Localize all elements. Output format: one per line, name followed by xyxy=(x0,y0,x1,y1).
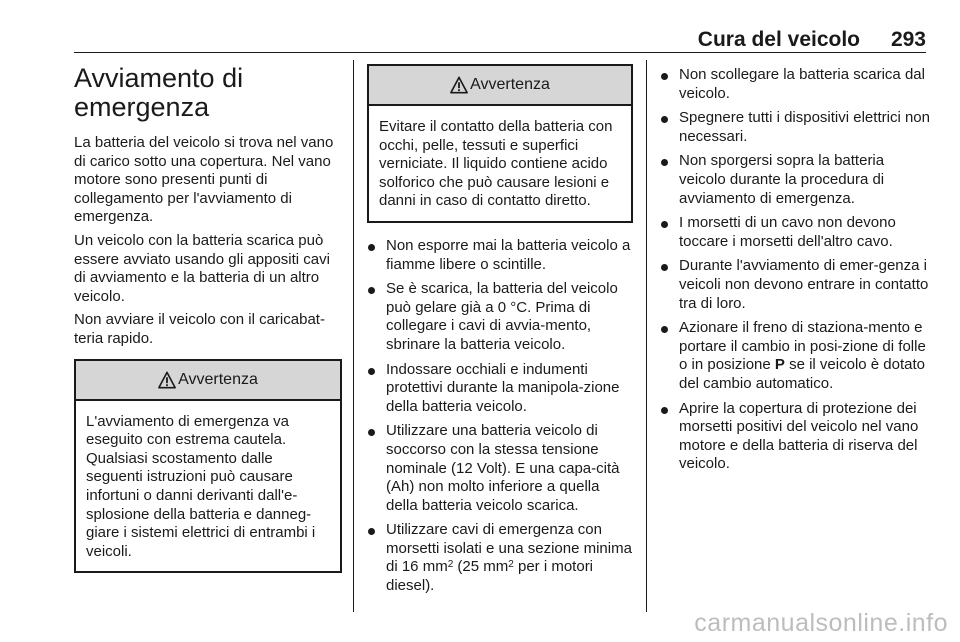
list-item-text: Non scollegare la batteria scarica dal veicolo. xyxy=(679,66,925,102)
bullet-icon xyxy=(661,407,668,414)
warning-heading-label: Avvertenza xyxy=(470,76,550,93)
bullet-icon xyxy=(661,221,668,228)
list-item xyxy=(367,280,633,354)
page-number: 293 xyxy=(890,28,926,51)
column-2 xyxy=(367,64,633,602)
list-item xyxy=(660,319,930,393)
section-title xyxy=(74,64,342,122)
list-item-text: Non sporgersi sopra la batteria veicolo durante la procedura di avviamento di emergenza. xyxy=(679,152,885,207)
list-item-text: I morsetti di un cavo non devono toccare i morsetti dell'altro cavo. xyxy=(679,214,896,250)
list-item-text: Non esporre mai la batteria veicolo a fiamme libere o scintille. xyxy=(386,236,631,273)
header-rule xyxy=(74,52,926,53)
list-item xyxy=(660,152,930,208)
column-divider-1 xyxy=(353,60,354,612)
bullet-icon xyxy=(368,429,375,436)
list-item-text: Aprire la copertura di protezione dei morsetti positivi del veicolo nel vano motore e della batteria di riserva del veicolo. xyxy=(679,399,919,473)
section-title-line1: Avviamento di xyxy=(74,63,244,93)
list-item xyxy=(367,237,633,274)
bullet-icon xyxy=(661,159,668,166)
cable-text-part2: (25 mm xyxy=(453,558,509,576)
warning-box-jump-start xyxy=(74,359,342,574)
section-title-line2: emergenza xyxy=(74,92,210,122)
list-item-text: Se è scarica, la batteria del veicolo può gelare già a 0 °C. Prima di collegare i cavi di avvia-mento, sbrinare la batteria veicolo. xyxy=(386,280,618,353)
list-item xyxy=(660,66,930,103)
procedure-list xyxy=(660,66,930,474)
list-item-text: Utilizzare una batteria veicolo di soccorso con la stessa tensione nominale (12 Volt). E una capa-cità (Ah) non molto inferiore a quella della batteria veicolo scarica. xyxy=(386,422,620,514)
column-1 xyxy=(74,64,342,573)
bullet-icon xyxy=(368,368,375,375)
list-item xyxy=(660,400,930,474)
warning-triangle-icon xyxy=(450,76,468,94)
gear-position-label: P xyxy=(774,356,785,374)
warning-heading xyxy=(76,361,340,401)
warning-heading-label: Avvertenza xyxy=(178,370,258,388)
list-item xyxy=(660,109,930,146)
watermark: carmanualsonline.info xyxy=(694,609,948,637)
list-item-text xyxy=(679,319,926,392)
paragraph-jump-start: Un veicolo con la batteria scarica può essere avviato usando gli appositi cavi di avviamento e la batteria di un altro veicolo. xyxy=(74,231,330,305)
list-item xyxy=(367,361,633,417)
list-item-text: Spegnere tutti i dispositivi elettrici non necessari. xyxy=(679,109,930,145)
running-header-title: Cura del veicolo xyxy=(697,28,860,51)
list-item xyxy=(367,521,633,595)
precautions-list xyxy=(367,237,633,596)
superscript: 2 xyxy=(508,559,514,571)
cable-text-part3: per i motori diesel). xyxy=(386,558,594,595)
cable-text-part1: Utilizzare cavi di emergenza con morsetti isolati e una sezione minima di 16 mm xyxy=(386,521,632,576)
list-item-text xyxy=(386,521,632,594)
brake-text-part2: se il veicolo è dotato del cambio automatico. xyxy=(679,356,926,392)
warning-text: L'avviamento di emergenza va eseguito con estrema cautela. Qualsiasi scostamento dalle seguenti istruzioni può causare infortuni o danni derivanti dall'e-splosione della batteria e danneg-giare i sistemi elettrici di entrambi i veicoli. xyxy=(86,412,316,560)
list-item-text: Indossare occhiali e indumenti protettivi durante la manipola-zione della batteria veicolo. xyxy=(386,360,620,415)
column-3 xyxy=(660,66,930,480)
warning-text: Evitare il contatto della batteria con occhi, pelle, tessuti e superfici verniciate. Il liquido contiene acido solforico che può causare lesioni e danni in caso di contatto diretto. xyxy=(379,118,613,210)
bullet-icon xyxy=(661,116,668,123)
bullet-icon xyxy=(368,244,375,251)
bullet-icon xyxy=(368,287,375,294)
bullet-icon xyxy=(661,326,668,333)
brake-text-part1: Azionare il freno di staziona-mento e portare il cambio in posi-zione di folle o in posizione xyxy=(679,319,926,374)
column-divider-2 xyxy=(646,60,647,612)
bullet-icon xyxy=(368,528,375,535)
bullet-icon xyxy=(661,264,668,271)
paragraph-no-fast-charger: Non avviare il veicolo con il caricabat-teria rapido. xyxy=(74,311,325,347)
warning-box-acid xyxy=(367,64,633,223)
list-item-text: Durante l'avviamento di emer-genza i veicoli non devono entrare in contatto tra di loro. xyxy=(679,257,929,312)
superscript: 2 xyxy=(447,559,454,571)
list-item xyxy=(660,257,930,313)
warning-triangle-icon xyxy=(158,371,176,389)
bullet-icon xyxy=(661,73,668,80)
list-item xyxy=(367,422,633,515)
list-item xyxy=(660,214,930,251)
paragraph-battery-location: La batteria del veicolo si trova nel vano di carico sotto una copertura. Nel vano motore sono presenti punti di collegamento per l'avviamento di emergenza. xyxy=(74,134,334,226)
warning-heading xyxy=(369,66,631,106)
